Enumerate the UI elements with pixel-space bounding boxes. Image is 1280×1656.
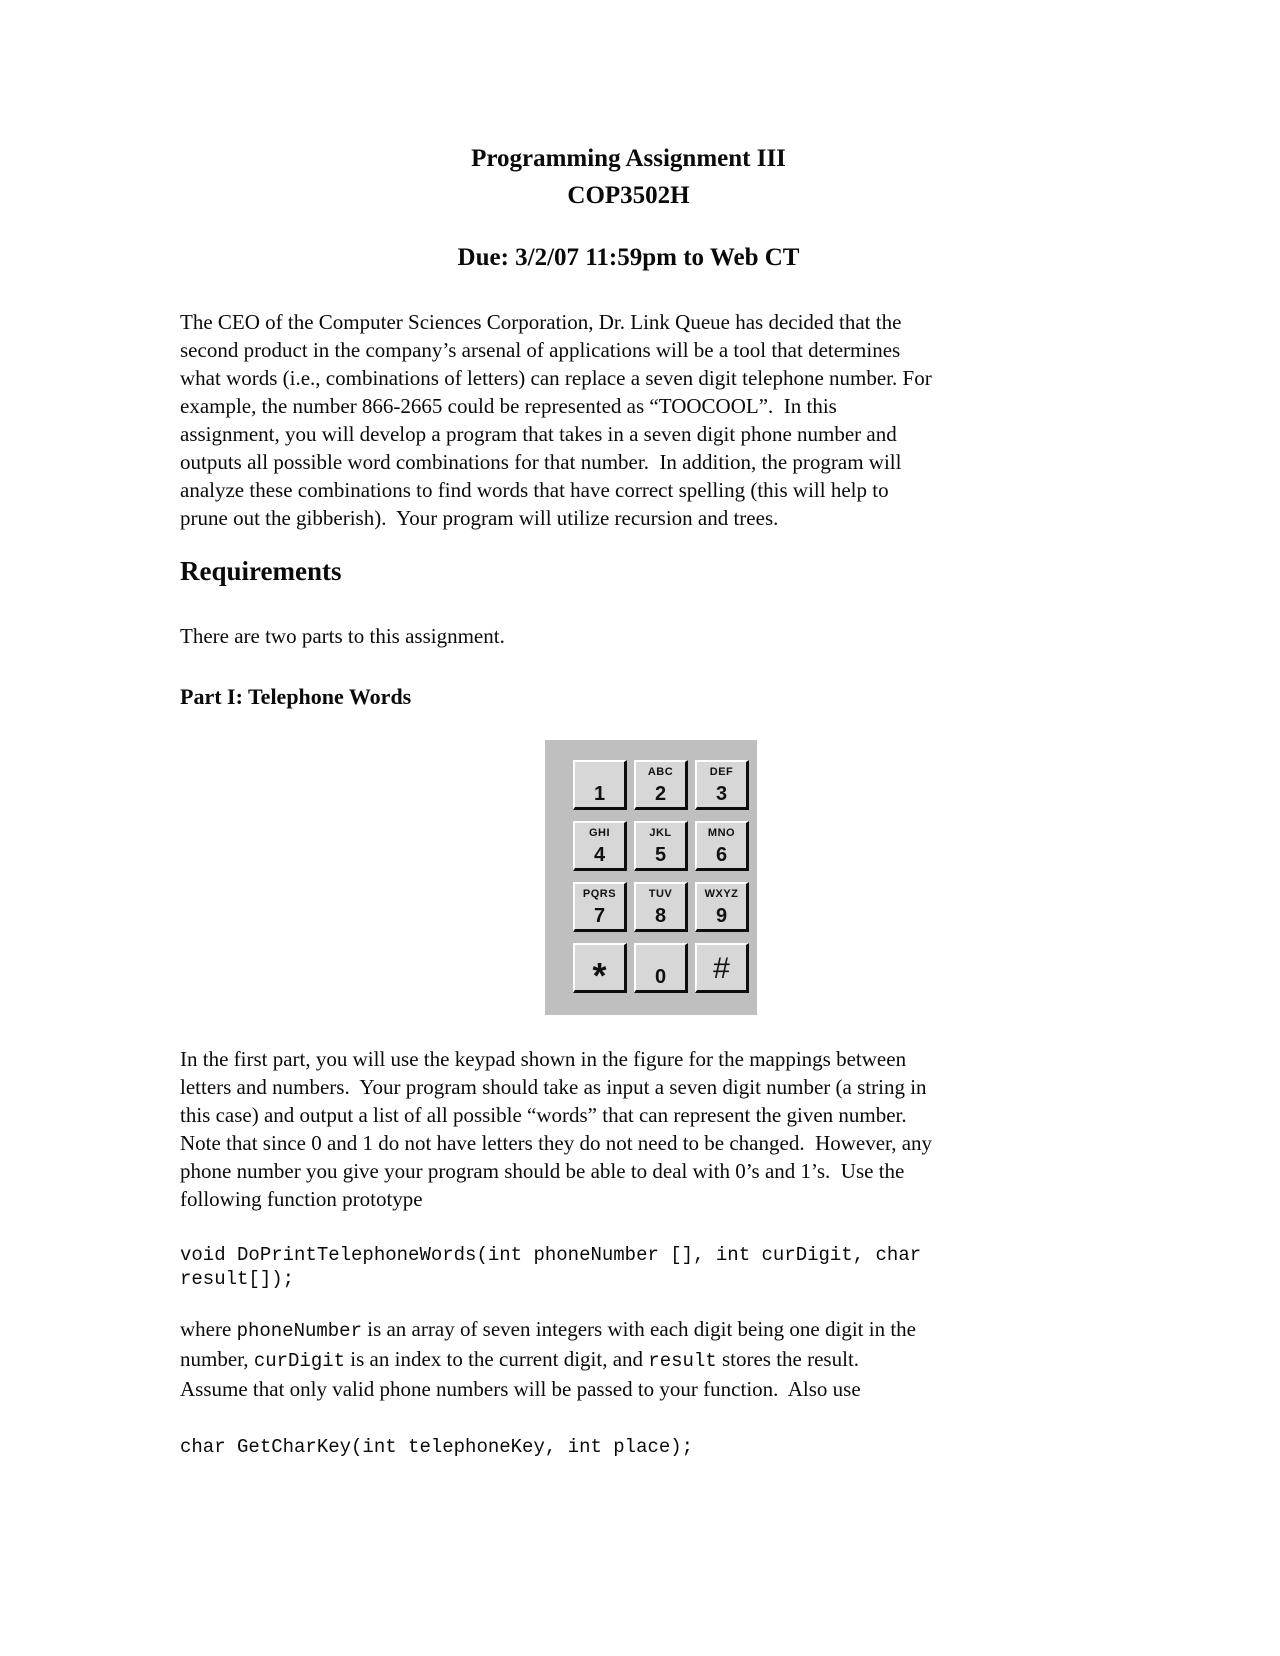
text-line: result[]); xyxy=(180,1268,295,1290)
key-digit: 0 xyxy=(654,966,667,988)
keypad-key-4 xyxy=(573,821,627,871)
key-letters: JKL xyxy=(649,827,672,839)
part1-heading: Part I: Telephone Words xyxy=(180,684,412,709)
keypad-key-hash xyxy=(695,943,749,993)
text-line: assignment, you will develop a program that takes in a seven digit phone number and xyxy=(180,422,897,446)
key-digit: 3 xyxy=(715,783,728,805)
key-digit: 8 xyxy=(654,905,667,927)
key-letters: DEF xyxy=(709,766,734,778)
text-line: outputs all possible word combinations for that number. In addition, the program will xyxy=(180,450,902,474)
inline-text: is an array of seven integers with each digit being one digit in the xyxy=(361,1317,916,1341)
inline-code: result xyxy=(648,1350,717,1372)
key-letters: TUV xyxy=(648,888,673,900)
text-line: phone number you give your program should be able to deal with 0’s and 1’s. Use the xyxy=(180,1159,905,1183)
key-letters: ABC xyxy=(647,766,674,778)
text-line: following function prototype xyxy=(180,1187,423,1211)
part1-paragraph xyxy=(180,1045,1077,1213)
inline-text: stores the result. xyxy=(716,1347,860,1371)
document-title xyxy=(180,140,1077,214)
keypad-key-3 xyxy=(695,760,749,810)
key-digit: # xyxy=(713,951,730,985)
text-line xyxy=(180,1315,1077,1345)
text-line xyxy=(180,1345,1077,1375)
keypad-key-0 xyxy=(634,943,688,993)
key-digit: 1 xyxy=(593,783,606,805)
text-line xyxy=(180,1375,1077,1403)
keypad-key-6 xyxy=(695,821,749,871)
keypad-key-7 xyxy=(573,882,627,932)
key-digit: 4 xyxy=(593,844,606,866)
keypad-figure xyxy=(545,740,757,1015)
text-line: analyze these combinations to find words that have correct spelling (this will help to xyxy=(180,478,889,502)
key-digit: * xyxy=(592,954,607,993)
text-line: In the first part, you will use the keypad shown in the figure for the mappings between xyxy=(180,1047,907,1071)
keypad-key-1 xyxy=(573,760,627,810)
key-digit: 9 xyxy=(715,905,728,927)
inline-code: curDigit xyxy=(253,1350,346,1372)
title-line-2: COP3502H xyxy=(567,182,690,209)
key-letters: GHI xyxy=(588,827,611,839)
where-paragraph xyxy=(180,1315,1077,1403)
text-line: this case) and output a list of all possible “words” that can represent the given number. xyxy=(180,1103,907,1127)
requirements-subtext: There are two parts to this assignment. xyxy=(180,624,505,648)
keypad-key-8 xyxy=(634,882,688,932)
key-digit: 7 xyxy=(593,905,606,927)
title-line-1: Programming Assignment III xyxy=(471,145,786,172)
inline-text: where xyxy=(180,1317,237,1341)
function-prototype-1 xyxy=(180,1243,1077,1291)
key-letters: WXYZ xyxy=(704,888,739,900)
keypad-key-star xyxy=(573,943,627,993)
keypad-key-9 xyxy=(695,882,749,932)
text-line: The CEO of the Computer Sciences Corporation, Dr. Link Queue has decided that the xyxy=(180,310,902,334)
key-letters: MNO xyxy=(707,827,736,839)
function-prototype-2 xyxy=(180,1435,1077,1459)
text-line: what words (i.e., combinations of letters) can replace a seven digit telephone number. For xyxy=(180,366,932,390)
inline-text: is an index to the current digit, and xyxy=(345,1347,649,1371)
intro-paragraph xyxy=(180,308,1077,532)
text-line: prune out the gibberish). Your program will utilize recursion and trees. xyxy=(180,506,779,530)
due-date-line: Due: 3/2/07 11:59pm to Web CT xyxy=(457,244,800,271)
keypad-grid xyxy=(573,760,757,993)
requirements-heading: Requirements xyxy=(180,556,342,586)
text-line: letters and numbers. Your program should take as input a seven digit number (a string in xyxy=(180,1075,927,1099)
text-line: Note that since 0 and 1 do not have letters they do not need to be changed. However, any xyxy=(180,1131,933,1155)
text-line: char GetCharKey(int telephoneKey, int place); xyxy=(180,1436,694,1458)
inline-code: phoneNumber xyxy=(236,1320,362,1342)
document-content xyxy=(180,0,1077,1459)
keypad-key-2 xyxy=(634,760,688,810)
text-line: example, the number 866-2665 could be represented as “TOOCOOL”. In this xyxy=(180,394,837,418)
inline-text: Assume that only valid phone numbers will be passed to your function. Also use xyxy=(180,1377,861,1401)
key-digit: 6 xyxy=(715,844,728,866)
text-line: void DoPrintTelephoneWords(int phoneNumber [], int curDigit, char xyxy=(180,1244,922,1266)
inline-text: number, xyxy=(180,1347,254,1371)
key-letters: PQRS xyxy=(582,888,617,900)
keypad-key-5 xyxy=(634,821,688,871)
key-digit: 2 xyxy=(654,783,667,805)
key-digit: 5 xyxy=(654,844,667,866)
text-line: second product in the company’s arsenal of applications will be a tool that determines xyxy=(180,338,901,362)
